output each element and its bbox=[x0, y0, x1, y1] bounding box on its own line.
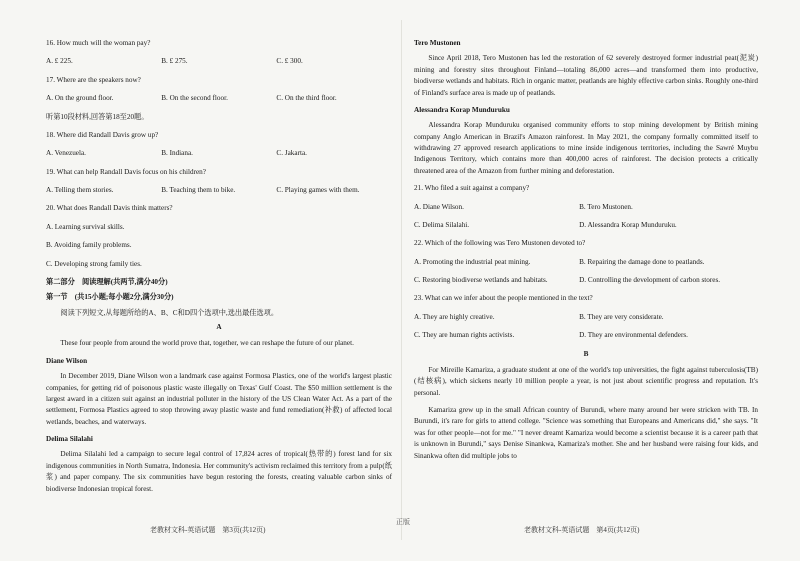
passage-b-label: B bbox=[583, 349, 589, 358]
question-17: 17. Where are the speakers now? bbox=[46, 75, 141, 84]
paragraph-b-1: For Mireille Kamariza, a graduate student at one of the world's top universities, the fight against tuberculosis(TB)(结核病), which sickens nearly 10 million people a year, is not just about scientific progress and reputation. It's personal. bbox=[414, 365, 758, 397]
person-heading-delima-silalahi: Delima Silalahi bbox=[46, 435, 93, 443]
option: C. Playing games with them. bbox=[276, 186, 360, 194]
option: C. £ 300. bbox=[276, 57, 303, 66]
option: B. Teaching them to bike. bbox=[161, 186, 236, 194]
person-heading-alessandra: Alessandra Korap Munduruku bbox=[414, 105, 510, 114]
option: A. Promoting the industrial peat mining. bbox=[414, 257, 531, 266]
reading-instruction: 阅读下列短文,从每题所给的A、B、C和D四个选项中,选出最佳选项。 bbox=[60, 308, 279, 317]
question-23: 23. What can we infer about the people mentioned in the text? bbox=[414, 294, 593, 303]
part-two-heading: 第二部分 阅读理解(共两节,满分40分) bbox=[46, 277, 168, 286]
option: C. Restoring biodiverse wetlands and habitats. bbox=[414, 276, 548, 284]
option: A. On the ground floor. bbox=[46, 94, 114, 103]
option: B. They are very considerate. bbox=[579, 312, 664, 321]
left-page bbox=[46, 38, 392, 501]
option: A. Diane Wilson. bbox=[414, 202, 464, 211]
page-footer-right: 老教材文科-英语试题 第4页(共12页) bbox=[524, 526, 640, 534]
option: C. Developing strong family ties. bbox=[46, 259, 142, 268]
option: B. Repairing the damage done to peatlands. bbox=[579, 257, 705, 266]
question-22: 22. Which of the following was Tero Mustonen devoted to? bbox=[414, 239, 586, 248]
option: A. Learning survival skills. bbox=[46, 222, 125, 231]
person-heading-diane-wilson: Diane Wilson bbox=[46, 356, 88, 365]
option: A. £ 225. bbox=[46, 57, 73, 66]
options-16 bbox=[46, 56, 392, 67]
paragraph-alessandra: Alessandra Korap Munduruku organised community efforts to stop mining development by British mining company Anglo American in Brazil's Amazon rainforest. In May 2021, the company formally committed itself to withdrawing 27 approved research applications to mine inside indigenous territories, including the Sawré Muybu Indigenous Territory, which contains more than 400,000 acres of rainforest. The decision protects a critically threatened area of the Amazon from further mining and deforestation. bbox=[414, 121, 758, 175]
passage-intro: These four people from around the world prove that, together, we can reshape the future of our planet. bbox=[60, 339, 354, 348]
right-page bbox=[414, 38, 758, 468]
paragraph-delima-silalahi: Delima Silalahi led a campaign to secure legal control of 17,824 acres of tropical(热带的) forest land for six indigenous communities in North Sumatra, Indonesia. Her community's activism reclaimed this territory from a pulp(纸浆) and paper company. The six communities have begun restoring the forests, creating valuable carbon sinks of biodiverse Indonesian tropical forest. bbox=[46, 450, 392, 493]
options-23-row1 bbox=[414, 312, 758, 323]
option: D. Alessandra Korap Munduruku. bbox=[579, 220, 677, 229]
option: B. £ 275. bbox=[161, 57, 188, 66]
watermark-stamp: 正版 bbox=[396, 518, 410, 526]
options-22-row2 bbox=[414, 275, 758, 286]
option: B. Avoiding family problems. bbox=[46, 241, 132, 250]
paragraph-tero-mustonen: Since April 2018, Tero Mustonen has led the restoration of 62 severely destroyed former industrial peat(泥炭) mining and forestry sites throughout Finland—totaling 86,000 acres—and transformed them into productive, biodiverse wetlands and habitats. Rich in organic matter, peatlands are highly effective carbon sinks. Roughly one-third of Finland's surface area is made up of peatlands. bbox=[414, 54, 758, 97]
question-19: 19. What can help Randall Davis focus on his children? bbox=[46, 167, 206, 176]
question-21: 21. Who filed a suit against a company? bbox=[414, 184, 530, 193]
section-one-heading: 第一节 (共15小题;每小题2分,满分30分) bbox=[46, 293, 174, 302]
paragraph-b-2: Kamariza grew up in the small African country of Burundi, where many around her were stricken with TB. In Burundi, it's rare for girls to attend college. "Science was something that Europeans and Americans did," she says. "It was for other people—not for me." "I never dreamt Kamariza would become a scientist because it is a career path that is unknown in Burundi," says Denise Sinankwa, Kamariza's mother. She and her husband were raising four kids, and Sinankwa often did multiple jobs to bbox=[414, 406, 758, 460]
options-22-row1 bbox=[414, 257, 758, 268]
options-21-row1 bbox=[414, 202, 758, 213]
options-23-row2 bbox=[414, 330, 758, 341]
paragraph-diane-wilson: In December 2019, Diane Wilson won a landmark case against Formosa Plastics, one of the world's largest plastic companies, for getting rid of poisonous plastic waste illegally on Texas' Gulf Coast. The $50 million settlement is the largest award in a citizen suit against an industrial polluter in the history of the US Clean Water Act. As a part of the settlement, Formosa Plastics agreed to stop throwing away plastic waste and fund remediation(补救) of affected local wetlands, beaches, and waterways. bbox=[46, 372, 392, 426]
option: D. They are environmental defenders. bbox=[579, 331, 688, 340]
option: C. On the third floor. bbox=[276, 94, 337, 103]
option: C. They are human rights activists. bbox=[414, 331, 515, 340]
options-17 bbox=[46, 93, 392, 104]
question-20: 20. What does Randall Davis think matters? bbox=[46, 204, 173, 213]
options-19 bbox=[46, 185, 392, 196]
page-footer-left: 老教材文科-英语试题 第3页(共12页) bbox=[150, 526, 266, 534]
page-fold bbox=[401, 20, 402, 540]
question-18: 18. Where did Randall Davis grow up? bbox=[46, 130, 159, 139]
listening-note: 听第10段材料,回答第18至20题。 bbox=[46, 112, 149, 121]
passage-a-label: A bbox=[216, 323, 222, 331]
option: A. Telling them stories. bbox=[46, 186, 114, 194]
option: A. They are highly creative. bbox=[414, 312, 495, 321]
person-heading-tero-mustonen: Tero Mustonen bbox=[414, 39, 461, 47]
option: D. Controlling the development of carbon stores. bbox=[579, 276, 721, 284]
options-21-row2 bbox=[414, 220, 758, 231]
option: B. Indiana. bbox=[161, 149, 193, 158]
option: A. Venezuela. bbox=[46, 149, 86, 158]
option: B. On the second floor. bbox=[161, 94, 228, 103]
option: B. Tero Mustonen. bbox=[579, 202, 633, 211]
options-18 bbox=[46, 148, 392, 159]
option: C. Delima Silalahi. bbox=[414, 220, 470, 229]
option: C. Jakarta. bbox=[276, 149, 307, 158]
question-16: 16. How much will the woman pay? bbox=[46, 39, 151, 47]
